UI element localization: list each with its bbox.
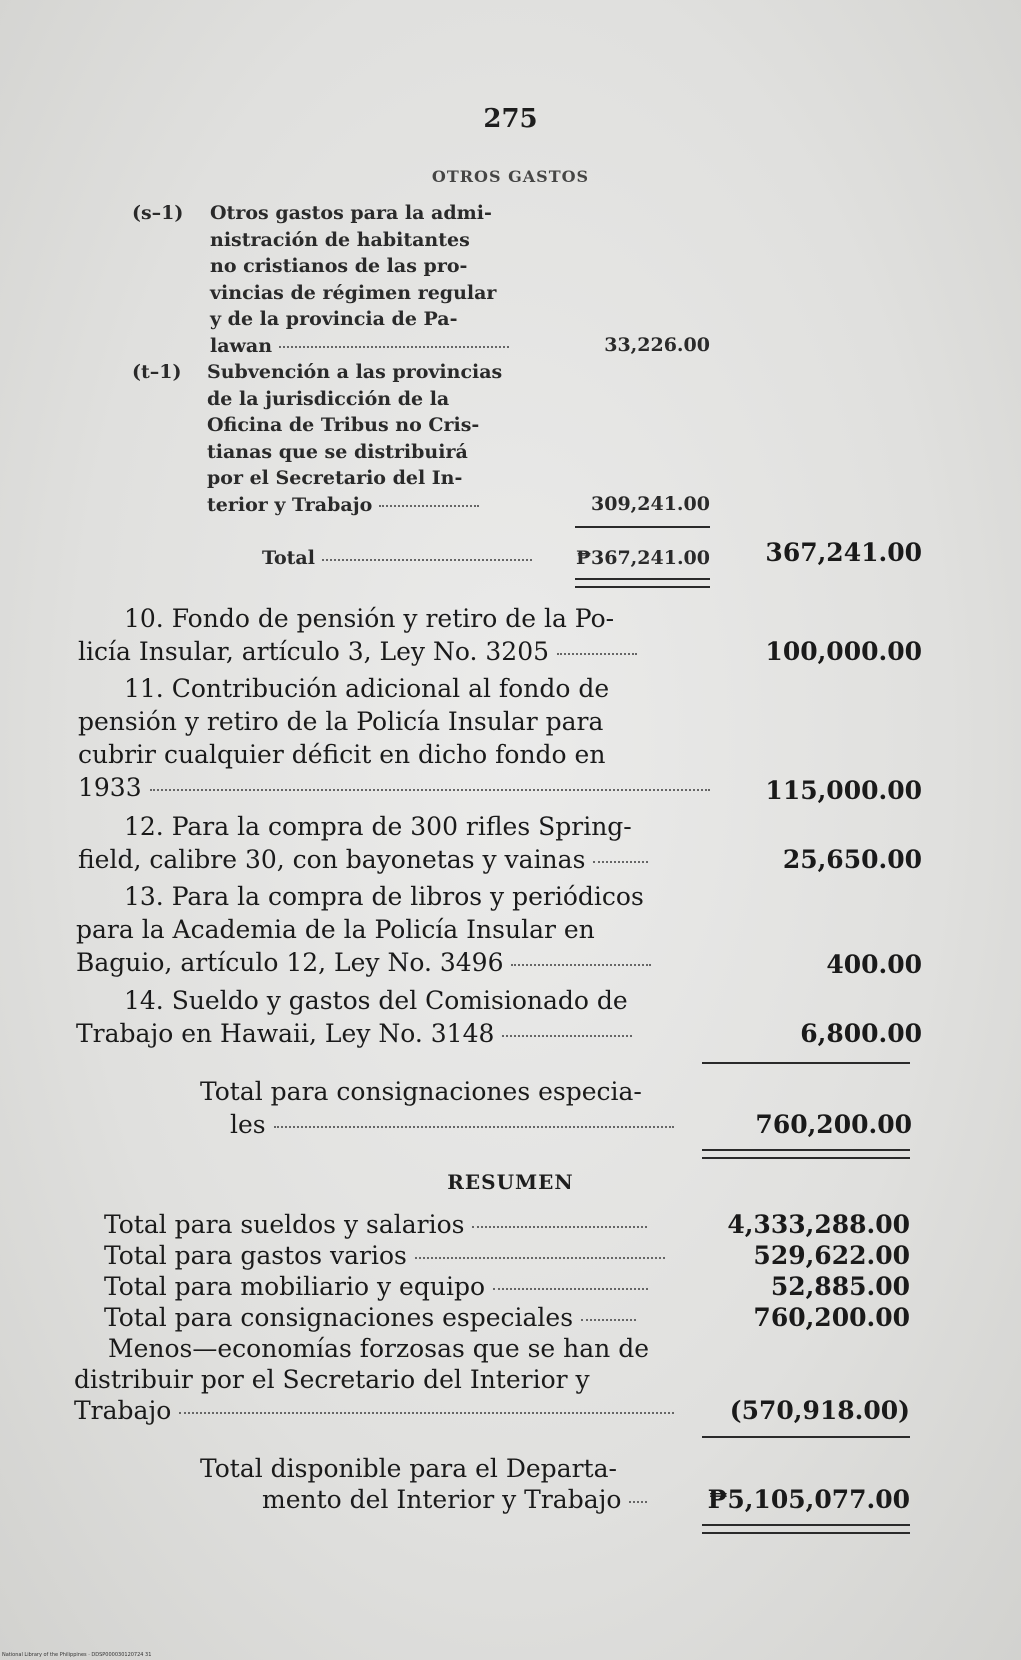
dot-leader	[379, 504, 479, 507]
item-11-text	[78, 672, 718, 804]
special-total-rule	[702, 1062, 910, 1064]
item-14-text	[76, 984, 716, 1050]
resumen-row: Total para gastos varios	[104, 1239, 704, 1270]
grand-total-text	[200, 1452, 720, 1514]
dot-leader	[493, 1287, 648, 1290]
dot-leader	[415, 1256, 665, 1259]
text-line: vincias de régimen regular	[210, 281, 497, 304]
text-line: Menos—economías forzosas que se han de	[108, 1334, 650, 1363]
dot-leader	[274, 1125, 674, 1128]
text-line: y de la provincia de Pa-	[210, 308, 458, 330]
text-line: por el Secretario del In-	[207, 467, 463, 489]
text-line: nistración de habitantes	[210, 228, 470, 251]
dot-leader	[502, 1034, 632, 1037]
text-line: distribuir por el Secretario del Interior y	[74, 1365, 590, 1394]
resumen-row: Total para consignaciones especiales	[104, 1301, 704, 1332]
resumen-row: Total para mobiliario y equipo	[104, 1270, 704, 1301]
text-line-leader: licía Insular, artículo 3, Ley No. 3205	[78, 635, 718, 668]
text-line: pensión y retiro de la Policía Insular para	[78, 707, 604, 736]
text-line: Otros gastos para la admi-	[210, 202, 492, 224]
grand-total-rule	[702, 1436, 910, 1438]
text-line: tianas que se distribuirá	[207, 440, 468, 463]
item-s1-label: (s–1)	[132, 202, 184, 224]
dot-leader	[279, 345, 509, 348]
subtotal-rule	[575, 526, 710, 528]
dot-leader	[581, 1318, 636, 1321]
item-t1-text	[207, 359, 567, 518]
dot-leader	[511, 963, 651, 966]
text-line: para la Academia de la Policía Insular en	[76, 915, 595, 944]
text-line: Oficina de Tribus no Cris-	[207, 414, 480, 436]
special-total-amount: 760,200.00	[755, 1110, 912, 1139]
dot-leader	[179, 1411, 674, 1414]
item-t1-label: (t–1)	[132, 361, 182, 383]
item-14-amount: 6,800.00	[800, 1019, 922, 1048]
item-13-amount: 400.00	[826, 950, 922, 979]
item-10-text	[78, 602, 718, 668]
dot-leader	[150, 788, 710, 791]
page-number: 275	[483, 104, 538, 134]
subtotal-double-rule	[575, 578, 710, 588]
resumen-amounts	[700, 1208, 910, 1332]
text-line: 13. Para la compra de libros y periódicos	[124, 882, 644, 911]
text-line: de la jurisdicción de la	[207, 387, 450, 410]
text-line: Subvención a las provincias	[207, 361, 503, 383]
deduction-amount: (570,918.00)	[729, 1396, 910, 1425]
dot-leader	[322, 558, 532, 561]
subtotal-carried-amount: 367,241.00	[765, 538, 922, 567]
text-line: no cristianos de las pro-	[210, 255, 468, 277]
item-s1-text	[210, 200, 560, 359]
resumen-list	[104, 1208, 704, 1332]
grand-total-amount: ₱5,105,077.00	[707, 1485, 910, 1514]
subtotal-amount: ₱367,241.00	[576, 547, 710, 569]
dot-leader	[593, 860, 648, 863]
dot-leader	[472, 1225, 647, 1228]
text-line: Total para consignaciones especia-	[200, 1077, 642, 1106]
resumen-amount: 529,622.00	[753, 1241, 910, 1270]
text-line-leader: 1933	[78, 771, 718, 804]
item-10-amount: 100,000.00	[765, 637, 922, 666]
item-12-amount: 25,650.00	[782, 845, 922, 874]
special-total-text	[200, 1075, 720, 1141]
text-line: 14. Sueldo y gastos del Comisionado de	[124, 986, 628, 1015]
item-s1-amount: 33,226.00	[604, 334, 710, 356]
dot-leader	[629, 1500, 647, 1503]
text-line-leader: les	[200, 1108, 720, 1141]
grand-total-double-rule	[702, 1524, 910, 1534]
resumen-row: Total para sueldos y salarios	[104, 1208, 704, 1239]
text-line: 11. Contribución adicional al fondo de	[124, 674, 610, 703]
item-13-text	[76, 880, 716, 979]
special-total-double-rule	[702, 1149, 910, 1159]
text-line-leader: Baguio, artículo 12, Ley No. 3496	[76, 946, 716, 979]
deduction-text	[74, 1332, 714, 1425]
subtotal-label: Total	[262, 545, 532, 572]
text-line-leader: lawan	[210, 333, 560, 360]
item-11-amount: 115,000.00	[765, 776, 922, 805]
text-line-leader: Trabajo	[74, 1394, 714, 1425]
item-12-text	[78, 810, 718, 876]
item-t1-amount: 309,241.00	[591, 493, 710, 515]
text-line: Total disponible para el Departa-	[200, 1454, 617, 1483]
text-line: cubrir cualquier déficit en dicho fondo en	[78, 740, 606, 769]
text-line-leader: terior y Trabajo	[207, 492, 567, 519]
resumen-heading: RESUMEN	[447, 1170, 574, 1194]
resumen-amount: 52,885.00	[770, 1272, 910, 1301]
footer-note: National Library of the Philippines · DDSP000030120724 31	[2, 1652, 152, 1658]
resumen-amount: 4,333,288.00	[727, 1210, 910, 1239]
dot-leader	[557, 652, 637, 655]
text-line-leader: mento del Interior y Trabajo	[200, 1483, 720, 1514]
text-line-leader: field, calibre 30, con bayonetas y vainas	[78, 843, 718, 876]
text-line: 10. Fondo de pensión y retiro de la Po-	[124, 604, 615, 633]
text-line: 12. Para la compra de 300 rifles Spring-	[124, 812, 632, 841]
text-line-leader: Trabajo en Hawaii, Ley No. 3148	[76, 1017, 716, 1050]
resumen-amount: 760,200.00	[753, 1303, 910, 1332]
section-heading: OTROS GASTOS	[431, 167, 590, 186]
